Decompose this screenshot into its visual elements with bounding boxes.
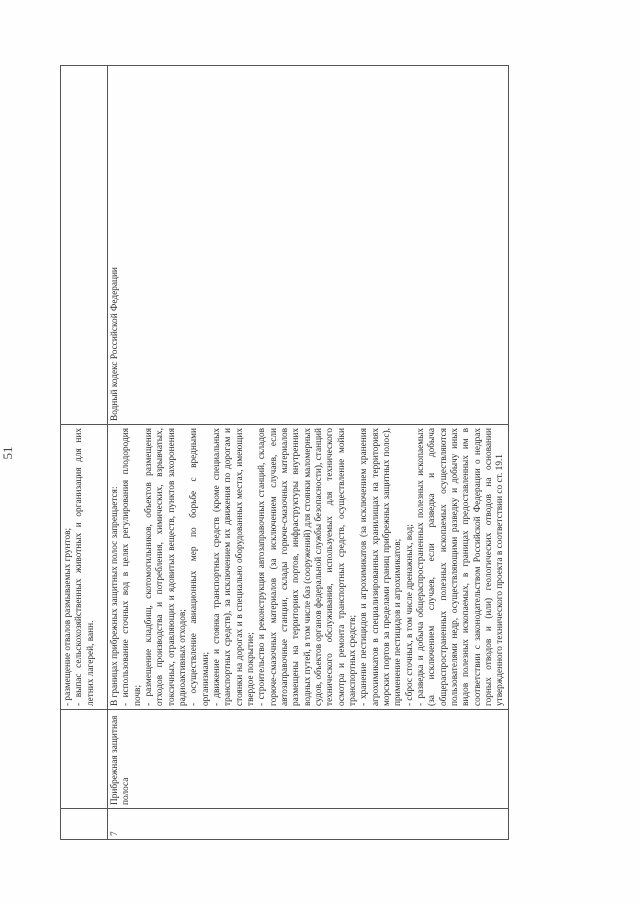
row-number: 7 bbox=[108, 809, 509, 840]
zone-name: Прибрежная защитная полоса bbox=[108, 710, 509, 809]
restriction-line: - размещение кладбищ, скотомогильников, объектов размещения отходов производства и потребления, химических, взрывчатых, токсичных, отравляющих и ядовитых веществ, пунктов захоронения радиоактивных отходов; bbox=[143, 428, 188, 706]
restriction-line: - использование сточных вод в целях регулирования плодородия почв; bbox=[121, 428, 143, 706]
restriction-line: - движение и стоянка транспортных средств (кроме специальных транспортных средств), за исключением их движения по дорогам и стоянки на дорогах и в специально оборудованных местах, имеющих твердое покрытие; bbox=[211, 428, 256, 706]
restriction-line: - осуществление авиационных мер по борьбе с вредными организмами; bbox=[189, 428, 211, 706]
restriction-line: - хранение пестицидов и агрохимикатов (за исключением хранения агрохимикатов в специализированных хранилищах на территориях морских портов за пределами границ прибрежных защитных полос), применение пестицидов и агрохимикатов; bbox=[359, 428, 404, 706]
table-row bbox=[108, 66, 509, 840]
continuation-line: - размещение отвалов размываемых грунтов; bbox=[63, 527, 73, 706]
continuation-text bbox=[61, 425, 108, 710]
restriction-line: - разведка и добыча общераспространенных полезных ископаемых (за исключением случаев, если разведка и добыча общераспространенных полезных ископаемых осуществляются пользователями недр, осуществляющими разведку и добычу иных видов полезных ископаемых, в границах предоставленных им в соответствии с законодательством Российской Федерации о недрах горных отводов и (или) геологических отводов на основании утвержденного технического проекта в соответствии со ст. 19.1 bbox=[415, 428, 506, 706]
continuation-line: - выпас сельскохозяйственных животных и организация для них летних лагерей, ванн. bbox=[74, 428, 96, 706]
rotated-content bbox=[0, 65, 580, 840]
table-row-continuation bbox=[61, 66, 108, 840]
regulation-table bbox=[60, 65, 509, 840]
restriction-line: В границах прибрежных защитных полос запрещается: bbox=[110, 486, 120, 706]
restrictions-text bbox=[108, 425, 509, 710]
restriction-line: - строительство и реконструкция автозаправочных станций, складов горюче-смазочных материалов (за исключением случаев, если автозаправочные станции, склады горюче-смазочных материалов размещены на территориях портов, инфраструктуры внутренних водных путей, в том числе баз (сооружений) для стоянки маломерных судов, объектов органов федеральной службы безопасности), станций технического обслуживания, используемых для технического осмотра и ремонта транспортных средств, осуществление мойки транспортных средств; bbox=[257, 428, 358, 706]
legal-basis: Водный кодекс Российской Федерации bbox=[108, 66, 509, 425]
restriction-line: - сброс сточных, в том числе дренажных, вод; bbox=[404, 524, 415, 706]
page-number: 51 bbox=[0, 446, 15, 460]
